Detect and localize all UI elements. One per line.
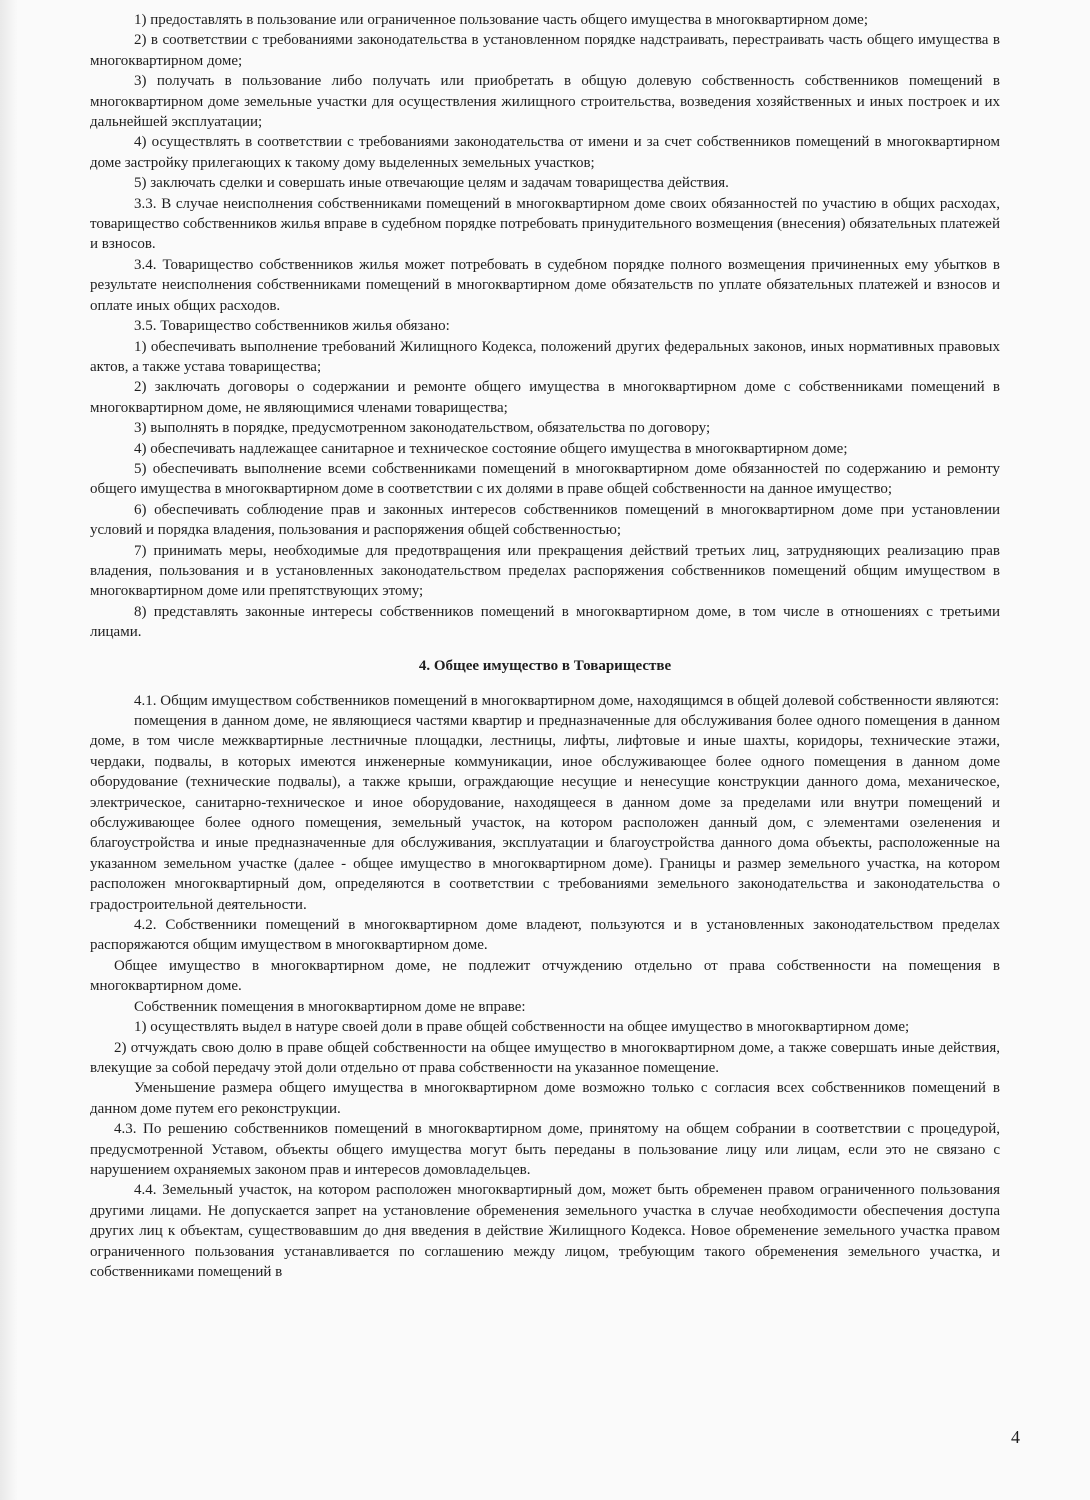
paragraph: 3.4. Товарищество собственников жилья может потребовать в судебном порядке полного возмещения причиненных ему убытков в результате неисполнения собственниками помещений в многоквартирном доме обязательств по уплате обязательных платежей и взносов и оплате иных общих расходов. xyxy=(90,256,1000,314)
paragraph: Собственник помещения в многоквартирном доме не вправе: xyxy=(134,998,526,1015)
paragraph: 2) заключать договоры о содержании и ремонте общего имущества в многоквартирном доме с собственниками помещений в многоквартирном доме, не являющимися членами товарищества; xyxy=(90,379,1000,416)
paragraph: 7) принимать меры, необходимые для предотвращения или прекращения действий третьих лиц, затрудняющих реализацию прав владения, пользования и в установленных законодательством пределах распоряжения собственников помещений общим имуществом в многоквартирном доме или препятствующих этому; xyxy=(90,542,1000,600)
paragraph: 3.3. В случае неисполнения собственниками помещений в многоквартирном доме своих обязанностей по участию в общих расходах, товарищество собственников жилья вправе в судебном порядке потребовать принудительного возмещения (внесения) обязательных платежей и взносов. xyxy=(90,195,1000,253)
paragraph: 4.1. Общим имуществом собственников помещений в многоквартирном доме, находящимся в общей долевой собственности являются: xyxy=(134,692,1000,709)
paragraph: 8) представлять законные интересы собственников помещений в многоквартирном доме, в том числе в отношениях с третьими лицами. xyxy=(90,603,1000,641)
paragraph: 4.3. По решению собственников помещений в многоквартирном доме, принятому на общем собрании в соответствии с процедурой, предусмотренной Уставом, объекты общего имущества могут быть переданы в пользование лицу или лицам, если это не связано с нарушением охраняемых законом прав и интересов домовладельцев. xyxy=(90,1121,1000,1178)
paragraph: 4.2. Собственники помещений в многоквартирном доме владеют, пользуются и в установленных законодательством пределах распоряжаются общим имуществом в многоквартирном доме. xyxy=(90,917,1000,954)
section-heading: 4. Общее имущество в Товариществе xyxy=(418,657,672,674)
paragraph: 1) обеспечивать выполнение требований Жилищного Кодекса, положений других федеральных законов, иных нормативных правовых актов, а также устава товарищества; xyxy=(90,338,1000,375)
paragraph: 2) в соответствии с требованиями законодательства в установленном порядке надстраивать, перестраивать часть общего имущества в многоквартирном доме; xyxy=(90,32,1000,69)
paragraph: 3) выполнять в порядке, предусмотренном законодательством, обязательства по договору; xyxy=(134,420,711,437)
paragraph: 5) обеспечивать выполнение всеми собственниками помещений в многоквартирном доме обязанностей по содержанию и ремонту общего имущества в многоквартирном доме в соответствии с их долями в праве общей собственности на данное имущество; xyxy=(90,460,1000,498)
paragraph: 4) обеспечивать надлежащее санитарное и техническое состояние общего имущества в многоквартирном доме; xyxy=(134,440,848,457)
paragraph: 2) отчуждать свою долю в праве общей собственности на общее имущество в многоквартирном доме, а также совершать иные действия, влекущие за собой передачу этой доли отдельно от права собственности на указанное помещение. xyxy=(90,1039,1000,1076)
paragraph: 4) осуществлять в соответствии с требованиями законодательства от имени и за счет собственников помещений в многоквартирном доме застройку прилегающих к такому дому выделенных земельных участков; xyxy=(90,134,1000,171)
paragraph: Общее имущество в многоквартирном доме, не подлежит отчуждению отдельно от права собственности на помещения в многоквартирном доме. xyxy=(90,957,1000,995)
paragraph: 6) обеспечивать соблюдение прав и законных интересов собственников помещений в многоквартирном доме при установлении условий и порядка владения, пользования и распоряжения общей собственностью; xyxy=(90,501,1000,539)
paragraph: 1) осуществлять выдел в натуре своей доли в праве общей собственности на общее имущество в многоквартирном доме; xyxy=(134,1019,910,1036)
paragraph: 3.5. Товарищество собственников жилья обязано: xyxy=(134,318,450,335)
paragraph: 4.4. Земельный участок, на котором расположен многоквартирный дом, может быть обременен правом ограниченного пользования другими лицами. Не допускается запрет на установление обременения земельного участка в случае необходимости обеспечения доступа других лиц к объектам, существовавшим до дня введения в действие Жилищного Кодекса. Новое обременение земельного участка правом ограниченного пользования устанавливается по соглашению между лицом, требующим такого обременения земельного участка, и собственниками помещений в xyxy=(90,1182,1000,1280)
paragraph: помещения в данном доме, не являющиеся частями квартир и предназначенные для обслуживания более одного помещения в данном доме, в том числе межквартирные лестничные площадки, лестницы, лифты, лифтовые и иные шахты, коридоры, технические этажи, чердаки, подвалы, в которых имеются инженерные коммуникации, иное обслуживающее более одного помещения в данном доме оборудование (технические подвалы), а также крыши, ограждающие несущие и ненесущие конструкции данного дома, механическое, электрическое, санитарно-техническое и иное оборудование, находящееся в данном доме за пределами или внутри помещений и обслуживающее более одного помещения, земельный участок, на котором расположен данный дом, с элементами озеленения и благоустройства и иные предназначенные для обслуживания, эксплуатации и благоустройства данного дома объекты, расположенные на указанном земельном участке (далее - общее имущество в многоквартирном доме). Границы и размер земельного участка, на котором расположен многоквартирный дом, определяются в соответствии с требованиями земельного законодательства и законодательства о градостроительной деятельности. xyxy=(90,713,1000,913)
paragraph: 3) получать в пользование либо получать или приобретать в общую долевую собственность собственников помещений в многоквартирном доме земельные участки для осуществления жилищного строительства, возведения хозяйственных и иных построек и их дальнейшей эксплуатации; xyxy=(90,73,1000,131)
paragraph: Уменьшение размера общего имущества в многоквартирном доме возможно только с согласия всех собственников помещений в данном доме путем его реконструкции. xyxy=(90,1080,1000,1117)
paragraph: 1) предоставлять в пользование или ограниченное пользование часть общего имущества в многоквартирном доме; xyxy=(134,12,869,28)
paragraph: 5) заключать сделки и совершать иные отвечающие целям и задачам товарищества действия. xyxy=(134,175,729,192)
page-number: 4 xyxy=(1011,1427,1020,1447)
